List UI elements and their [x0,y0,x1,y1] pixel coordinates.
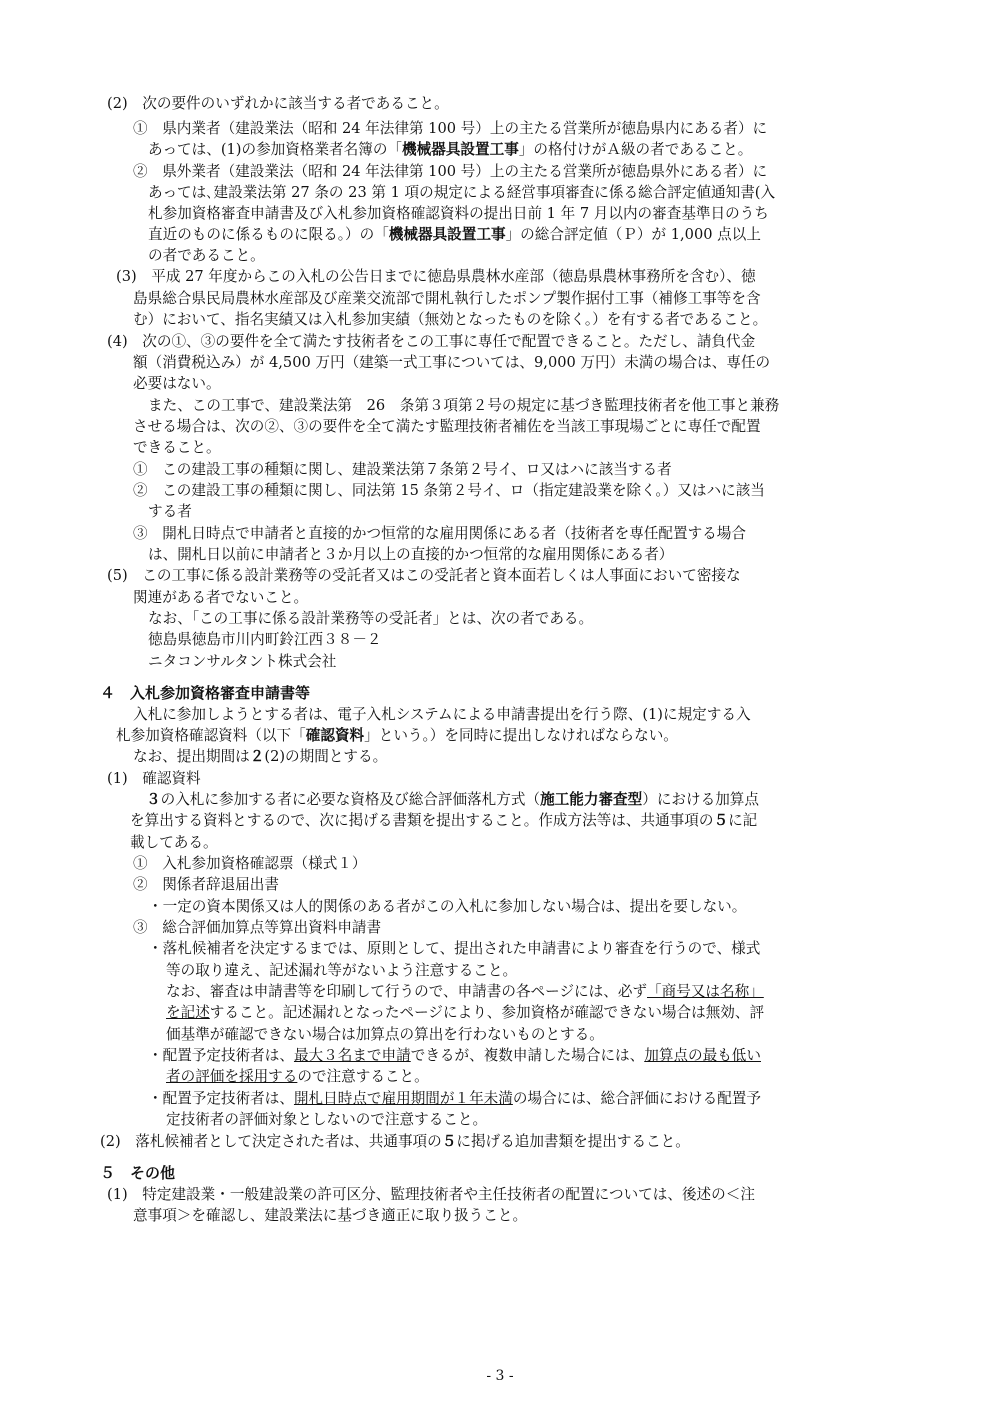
text-line: できること。 [133,439,221,456]
text-line [146,790,759,810]
bold-term: 施工能力審査型 [540,791,643,808]
text-line [148,225,761,245]
text-line: ニタコンサルタント株式会社 [148,653,337,670]
bold-term: 機械器具設置工事 [388,226,506,243]
bold-term: 機械器具設置工事 [402,141,519,158]
underlined-text: 者の評価を採用する [166,1068,298,1085]
text-line [133,747,387,767]
section-heading: ５ その他 [100,1164,176,1182]
text-line: 札参加資格審査申請書及び入札参加資格確認資料の提出日前 1 年 7 月以内の審査基準日のうち [148,205,769,222]
text-line [166,1067,429,1087]
text-line: (5) この工事に係る設計業務等の受託者又はこの受託者と資本面若しくは人事面において密接な [107,567,741,584]
underlined-text: を記述 [166,1004,210,1021]
text-span: あっては、(1)の参加資格業者名簿の「 [148,141,403,158]
text-line: ② 県外業者（建設業法（昭和 24 年法律第 100 号）上の主たる営業所が徳島県外にある者）に [133,163,768,180]
bold-term: ３ [146,791,161,808]
text-line: なお、「この工事に係る設計業務等の受託者」とは、次の者である。 [148,610,594,627]
text-line: あっては､建設業法第 27 条の 23 第 1 項の規定による経営事項審査に係る総合評定値通知書(入 [148,184,776,201]
text-line: ③ 開札日時点で申請者と直接的かつ恒常的な雇用関係にある者（技術者を専任配置する場合 [133,525,746,542]
text-span: なお、提出期間は [133,748,250,765]
text-line [116,726,678,746]
text-span: 」という。）を同時に提出しなければならない。 [364,727,678,744]
text-line: させる場合は、次の②、③の要件を全て満たす監理技術者補佐を当該工事現場ごとに専任で配置 [133,418,761,435]
text-line [130,811,757,831]
text-line: ・落札候補者を決定するまでは、原則として、提出された申請書により審査を行うので、様式 [148,940,761,957]
text-line: (1) 特定建設業・一般建設業の許可区分、監理技術者や主任技術者の配置については、後述の＜注 [107,1186,755,1203]
text-span: を算出する資料とするので、次に掲げる書類を提出すること。作成方法等は、共通事項の [130,812,714,829]
text-span: の入札に参加する者に必要な資格及び総合評価落札方式（ [160,791,541,808]
text-line: ③ 総合評価加算点等算出資料申請書 [133,919,382,936]
text-line: 必要はない。 [133,375,221,392]
text-line: 額（消費税込み）が 4,500 万円（建築一式工事については、9,000 万円）未満の場合は、専任の [133,354,771,371]
text-span: ので注意すること。 [297,1068,429,1085]
text-line: する者 [148,503,192,520]
text-line: (4) 次の①、③の要件を全て満たす技術者をこの工事に専任で配置できること。ただし、請負代金 [107,333,756,350]
text-line [166,982,764,1002]
text-line [148,1046,761,1066]
text-line [148,140,752,160]
text-line: ・一定の資本関係又は人的関係のある者がこの入札に参加しない場合は、提出を要しない。 [148,898,747,915]
underlined-text: 最大３名まで申請 [293,1047,411,1064]
text-line: む）において、指名実績又は入札参加実績（無効となったものを除く。）を有する者であること。 [133,311,768,328]
text-line: 意事項＞を確認し、建設業法に基づき適正に取り扱うこと。 [133,1207,528,1224]
text-line: ① この建設工事の種類に関し、建設業法第７条第２号イ、ロ又はハに該当する者 [133,461,672,478]
text-line: 載してある。 [130,834,218,851]
bold-term: ２ [249,748,265,765]
text-span: できるが、複数申請した場合には、 [410,1047,645,1064]
text-line: ② 関係者辞退届出書 [133,876,279,893]
text-span: (2)の期間とする。 [264,748,388,765]
text-span: なお、審査は申請書等を印刷して行うので、申請書の各ページには、必ず [166,983,648,1000]
text-span: ・配置予定技術者は、 [148,1047,294,1064]
text-span: 」の格付けがＡ級の者であること。 [518,141,753,158]
text-span: 札参加資格確認資料（以下「 [116,727,306,744]
page-number: - 3 - [486,1368,514,1384]
underlined-text: 加算点の最も低い [644,1047,761,1064]
text-span: 直近のものに係るものに限る。）の「 [148,226,389,243]
text-line: ① 入札参加資格確認票（様式１） [133,855,367,872]
text-span: に記 [728,812,758,829]
text-line [148,1089,761,1109]
text-line: 定技術者の評価対象としないので注意すること。 [166,1111,488,1128]
bold-term: ５ [713,812,729,829]
section-heading: ４ 入札参加資格審査申請書等 [100,684,311,702]
text-line: また、この工事で、建設業法第 26 条第３項第２号の規定に基づき監理技術者を他工事と兼務 [148,397,780,414]
text-span: すること。記述漏れとなったページにより、参加資格が確認できない場合は無効、評 [209,1004,765,1021]
underlined-text: 開札日時点で雇用期間が１年未満 [293,1090,513,1107]
text-line: (2) 次の要件のいずれかに該当する者であること。 [107,95,449,112]
text-span: 」の総合評定値（Ｐ）が 1,000 点以上 [505,226,761,243]
text-line: 等の取り違え、記述漏れ等がないよう注意すること。 [166,962,518,979]
text-line: 徳島県徳島市川内町鈴江西３８－２ [148,631,382,648]
bold-term: 確認資料 [305,727,365,744]
text-line: 価基準が確認できない場合は加算点の算出を行わないものとする。 [166,1026,604,1043]
text-line [166,1003,764,1023]
text-line [100,1132,690,1152]
bold-term: ５ [441,1133,457,1150]
text-line: (1) 確認資料 [107,770,201,787]
text-line: ① 県内業者（建設業法（昭和 24 年法律第 100 号）上の主たる営業所が徳島県内にある者）に [133,120,768,137]
text-span: ）における加算点 [642,791,759,808]
text-line: 関連がある者でないこと。 [133,589,309,606]
text-span: の場合には、総合評価における配置予 [512,1090,761,1107]
text-span: に掲げる追加書類を提出すること。 [456,1133,690,1150]
text-line: の者であること。 [148,247,265,264]
text-line: 入札に参加しようとする者は、電子入札システムによる申請書提出を行う際、(1)に規定する入 [133,706,751,723]
text-span: (2) 落札候補者として決定された者は、共通事項の [100,1133,442,1150]
text-span: ・配置予定技術者は、 [148,1090,294,1107]
text-line: 島県総合県民局農林水産部及び産業交流部で開札執行したポンプ製作据付工事（補修工事等を含 [133,290,761,307]
text-line: は、開札日以前に申請者と３か月以上の直接的かつ恒常的な雇用関係にある者） [148,546,674,563]
text-line: (3) 平成 27 年度からこの入札の公告日までに徳島県農林水産部（徳島県農林事務所を含む）、徳 [116,268,756,285]
underlined-text: 「商号又は名称」 [647,983,764,1000]
text-line: ② この建設工事の種類に関し、同法第 15 条第２号イ、ロ（指定建設業を除く。）又はハに該当 [133,482,765,499]
